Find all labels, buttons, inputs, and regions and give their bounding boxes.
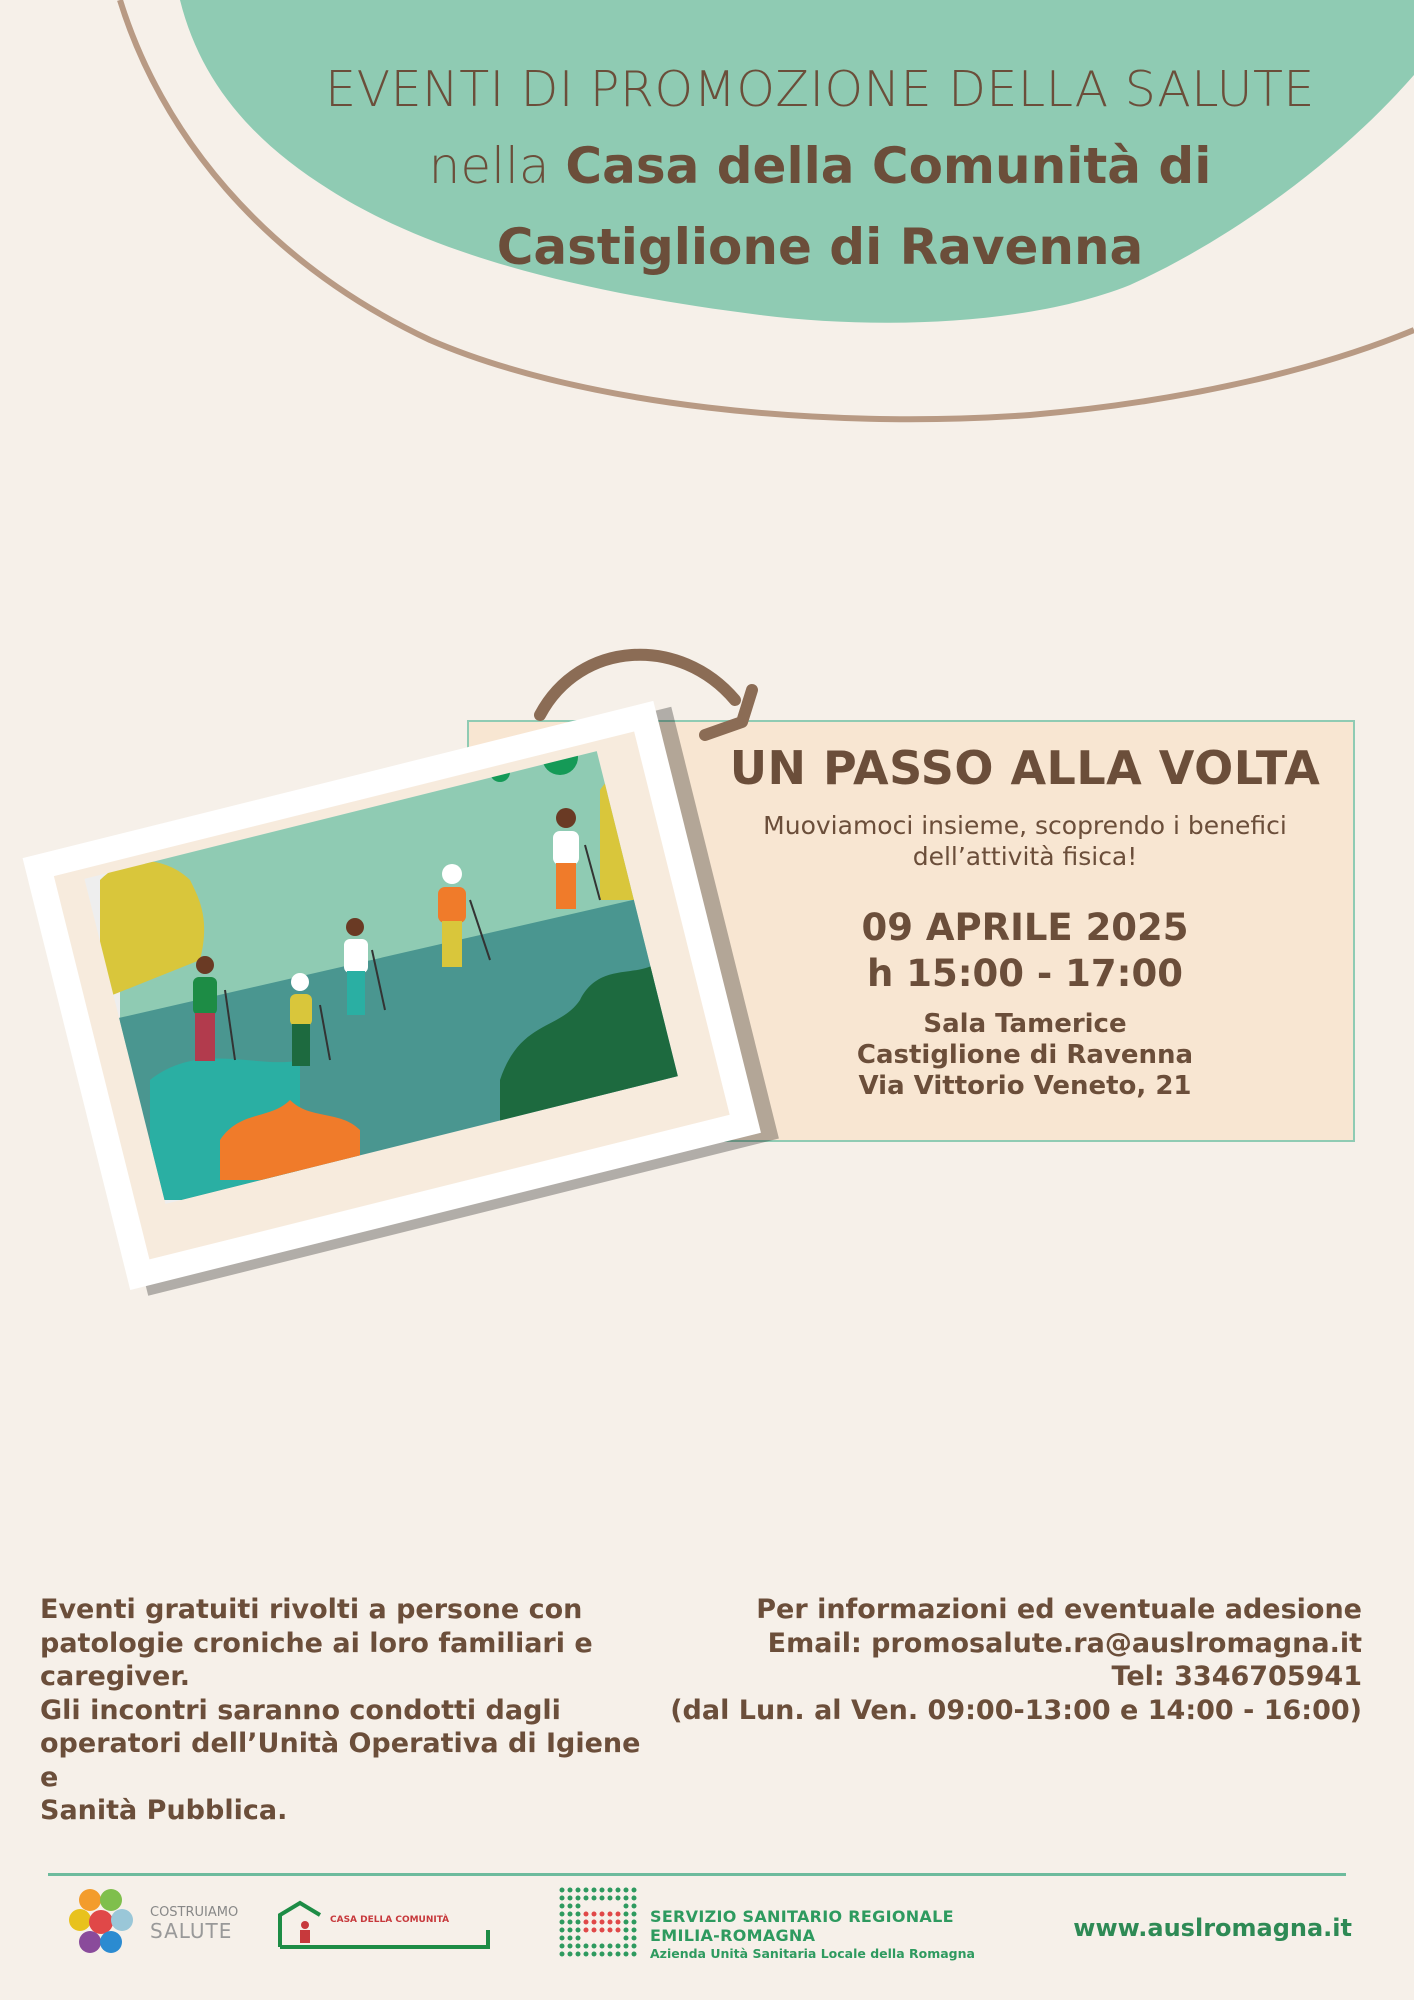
ssr-logo-text bbox=[650, 1907, 975, 1962]
costruiamo-salute-logo-icon bbox=[69, 1889, 133, 1953]
info-left-line: Gli incontri saranno condotti dagli bbox=[40, 1694, 561, 1726]
info-phone[interactable]: Tel: 3346705941 bbox=[1111, 1661, 1362, 1692]
event-location-line-2: Castiglione di Ravenna bbox=[856, 1040, 1194, 1070]
info-hours: (dal Lun. al Ven. 09:00-13:00 e 14:00 - 16:00) bbox=[670, 1694, 1362, 1726]
info-right-block bbox=[642, 1593, 1362, 1727]
event-subtitle-line-1: Muoviamoci insieme, scoprendo i benefici bbox=[763, 811, 1287, 840]
casa-comunita-label: CASA DELLA COMUNITÀ bbox=[330, 1915, 450, 1925]
event-title: UN PASSO ALLA VOLTA bbox=[729, 741, 1321, 795]
costruiamo-salute-logo bbox=[150, 1906, 238, 1942]
info-left-line: caregiver. bbox=[40, 1661, 191, 1692]
info-left-line: Sanità Pubblica. bbox=[40, 1795, 288, 1826]
event-subtitle bbox=[700, 810, 1350, 872]
info-email[interactable]: Email: promosalute.ra@auslromagna.it bbox=[767, 1627, 1362, 1659]
event-subtitle-line-2: dell’attività fisica! bbox=[912, 842, 1138, 871]
ssr-line-2: EMILIA-ROMAGNA bbox=[650, 1926, 816, 1945]
ssr-line-3: Azienda Unità Sanitaria Locale della Romagna bbox=[650, 1946, 975, 1961]
info-left-line: operatori dell’Unità Operativa di Igiene e bbox=[40, 1728, 641, 1793]
event-date: 09 APRILE 2025 bbox=[861, 906, 1189, 949]
casa-comunita-logo-icon bbox=[280, 1903, 488, 1947]
event-location-line-3: Via Vittorio Veneto, 21 bbox=[858, 1071, 1192, 1101]
info-left-line: patologie croniche ai loro familiari e bbox=[40, 1627, 593, 1659]
footer-divider bbox=[48, 1873, 1346, 1876]
ssr-line-1: SERVIZIO SANITARIO REGIONALE bbox=[650, 1907, 954, 1926]
header-line-3: Castiglione di Ravenna bbox=[496, 218, 1144, 276]
event-time: h 15:00 - 17:00 bbox=[867, 952, 1183, 995]
ssr-dots-logo-icon bbox=[560, 1888, 637, 1957]
event-location bbox=[700, 1009, 1350, 1102]
salute-text: SALUTE bbox=[150, 1919, 233, 1943]
header-line-2-light: nella bbox=[428, 137, 566, 195]
website-link[interactable]: www.auslromagna.it bbox=[1073, 1914, 1352, 1942]
info-left-line: Eventi gratuiti rivolti a persone con bbox=[40, 1594, 583, 1625]
header-line-1: EVENTI DI PROMOZIONE DELLA SALUTE bbox=[325, 61, 1315, 118]
costruiamo-text: COSTRUIAMO bbox=[150, 1905, 239, 1920]
event-details bbox=[700, 738, 1350, 1102]
header-line-2-bold: Casa della Comunità di bbox=[565, 137, 1212, 195]
info-heading: Per informazioni ed eventuale adesione bbox=[756, 1594, 1362, 1625]
info-left-block bbox=[40, 1593, 660, 1828]
event-location-line-1: Sala Tamerice bbox=[923, 1009, 1127, 1039]
